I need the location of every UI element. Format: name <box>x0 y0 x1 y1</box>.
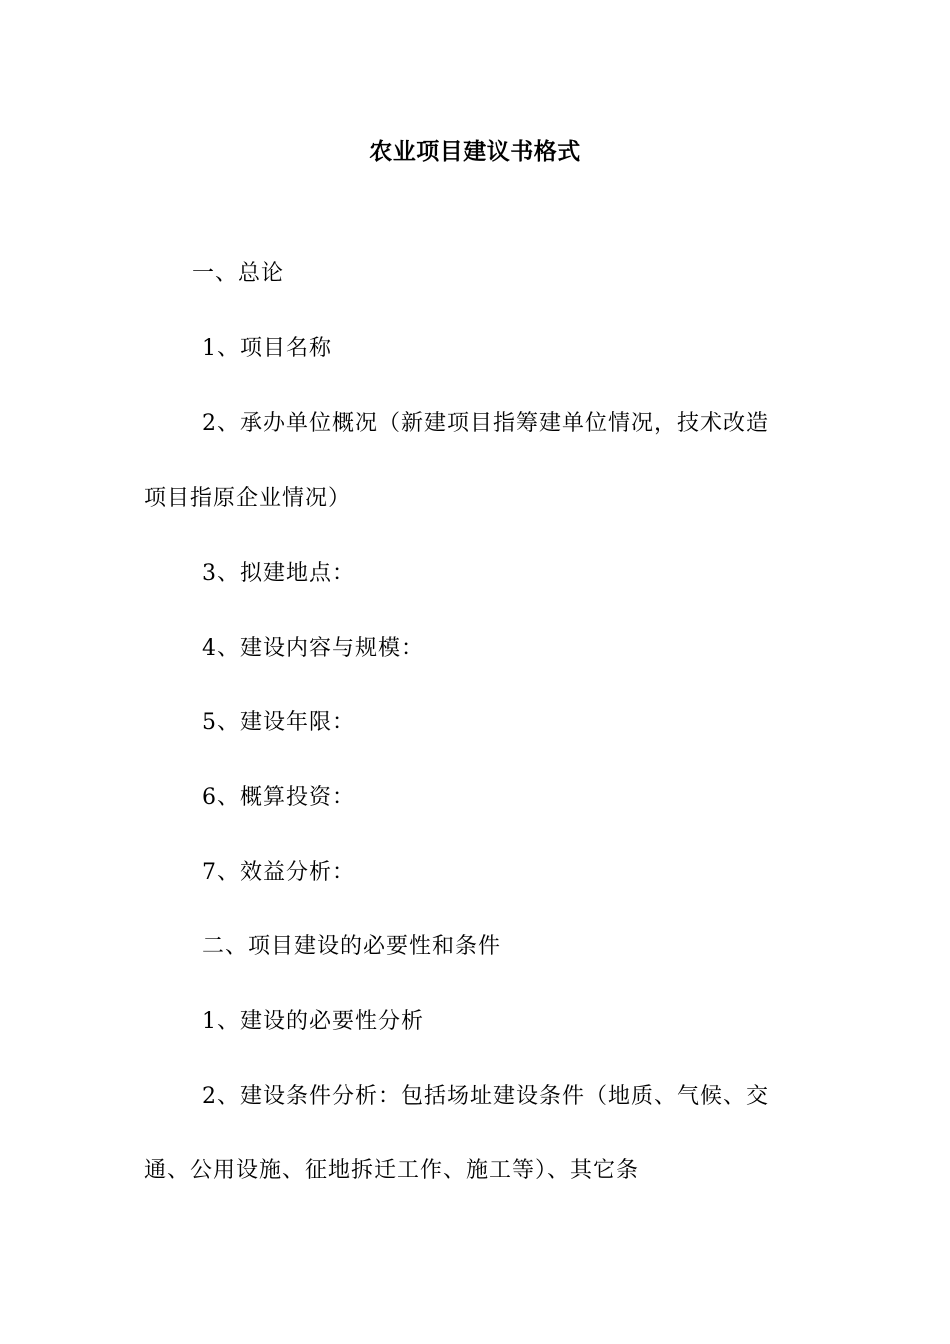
item-project-name: 1、项目名称 <box>202 336 332 361</box>
item-undertaking-unit-continued: 项目指原企业情况） <box>144 486 352 511</box>
item-benefit-analysis: 7、效益分析： <box>202 860 355 885</box>
item-construction-content: 4、建设内容与规模： <box>202 636 424 661</box>
document-title: 农业项目建议书格式 <box>369 138 581 165</box>
section-heading-general: 一、总论 <box>192 261 285 286</box>
item-construction-period: 5、建设年限： <box>202 710 355 735</box>
item-proposed-location: 3、拟建地点： <box>202 561 355 586</box>
item-necessity-analysis: 1、建设的必要性分析 <box>202 1009 424 1034</box>
item-estimated-investment: 6、概算投资： <box>202 785 355 810</box>
item-condition-analysis: 2、建设条件分析：包括场址建设条件（地质、气候、交 <box>202 1084 769 1109</box>
item-undertaking-unit: 2、承办单位概况（新建项目指筹建单位情况，技术改造 <box>202 411 769 436</box>
section-heading-necessity: 二、项目建设的必要性和条件 <box>202 934 502 959</box>
item-condition-analysis-continued: 通、公用设施、征地拆迁工作、施工等）、其它条 <box>144 1158 640 1183</box>
